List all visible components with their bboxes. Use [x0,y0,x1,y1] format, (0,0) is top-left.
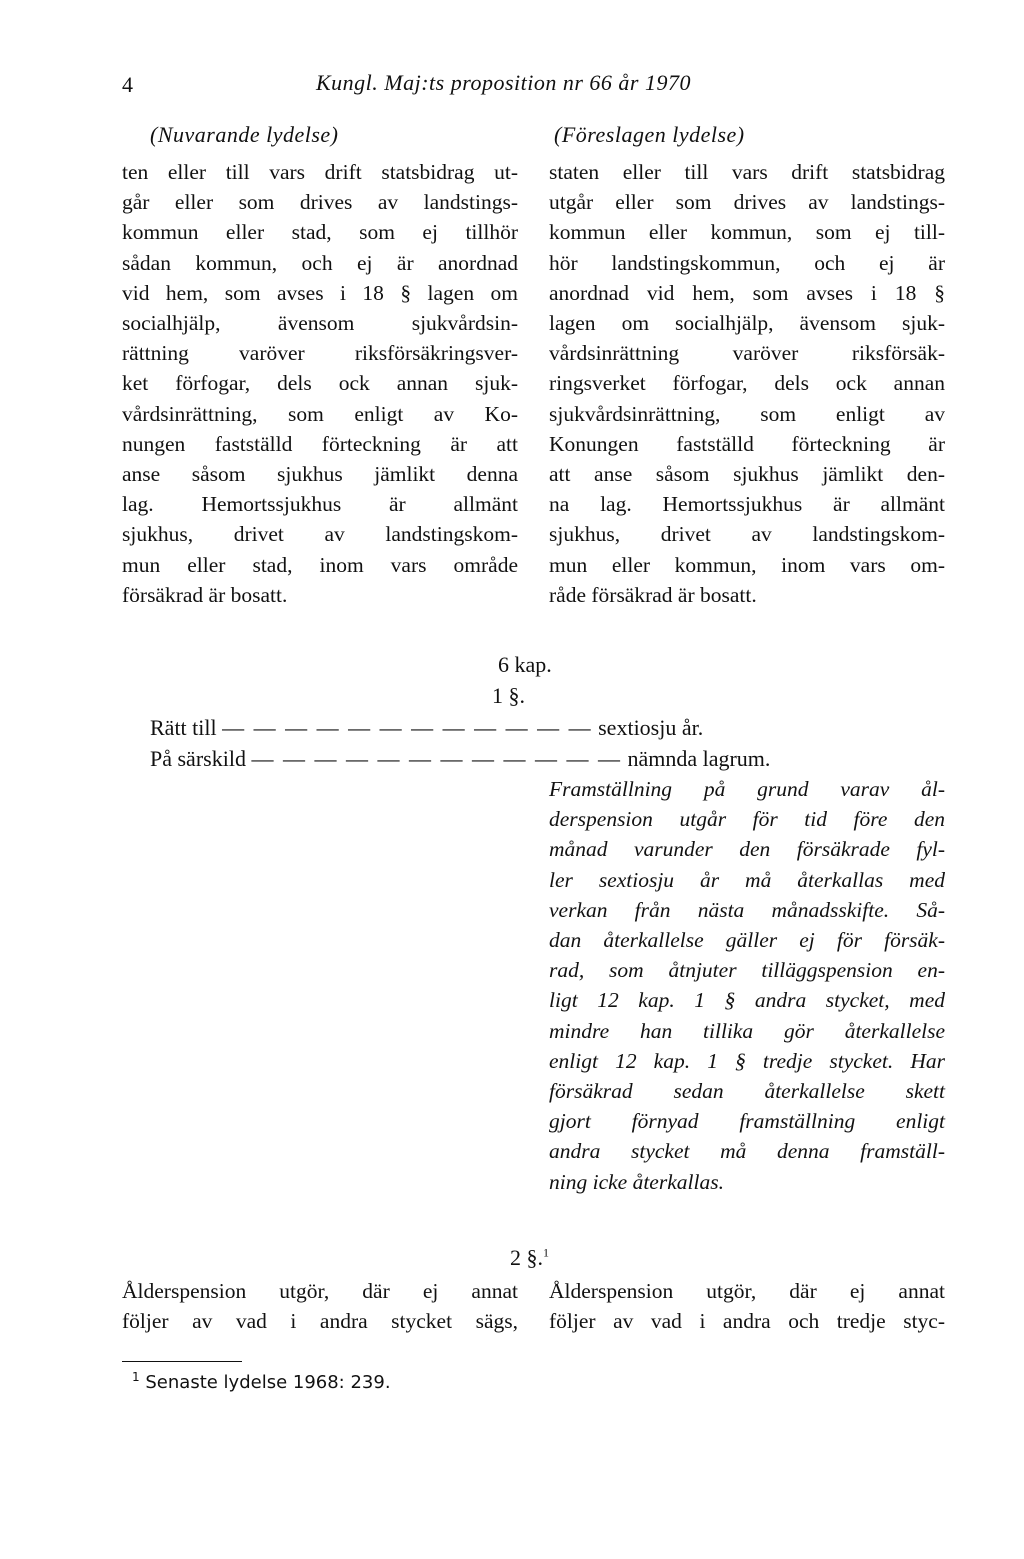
section-2-proposed-wording [549,1276,945,1336]
text-line: ten eller till vars drift statsbidrag ut- [122,160,518,184]
text-line: staten eller till vars drift statsbidrag [549,160,945,184]
text-line: följer av vad i andra och tredje styc- [549,1309,945,1334]
right-column-heading: (Föreslagen lydelse) [554,122,745,147]
proposed-italic-paragraph [549,774,945,1197]
footnote-rule [122,1361,242,1362]
text-line: utgår eller som drives av landstings- [549,190,945,215]
text-line: lag. Hemortssjukhus är allmänt [122,492,518,517]
omission-dashes: — — — — — — — — — — — — [222,715,593,740]
text-line: månad varunder den försäkrade fyl- [549,837,945,862]
text-line: sjukhus, drivet av landstingskom- [549,522,945,547]
text-line: Ålderspension utgör, där ej annat [549,1279,945,1303]
text-line: sjukvårdsinrättning, som enligt av [549,401,945,426]
footnote-marker: 1 [543,1245,549,1260]
text-line: ning icke återkallas. [549,1169,724,1194]
text-line: derspension utgår för tid före den [549,807,945,832]
text-line: socialhjälp, ävensom sjukvårdsin- [122,311,518,336]
left-column-heading: (Nuvarande lydelse) [150,122,339,147]
text-line: gjort förnyad framställning enligt [549,1109,945,1134]
text-line: vid hem, som avses i 18 § lagen om [122,280,518,305]
text-line: mindre han tillika gör återkallelse [549,1018,945,1043]
text-line: rättning varöver riksförsäkringsver- [122,341,518,366]
text-line: försäkrad är bosatt. [122,582,288,607]
text-line: andra stycket må denna framställ- [549,1139,945,1164]
footnote [132,1370,391,1393]
text-line: na lag. Hemortssjukhus är allmänt [549,492,945,517]
text-line: rad, som åtnjuter tilläggspension en- [549,958,945,983]
text-line: anordnad vid hem, som avses i 18 § [549,280,945,305]
text-line: kommun eller kommun, som ej till- [549,220,945,245]
text-line: verkan från nästa månadsskifte. Så- [549,897,945,922]
text-line: dan återkallelse gäller ej för försäk- [549,928,945,953]
text-line: råde försäkrad är bosatt. [549,582,757,607]
text-line: kommun eller stad, som ej tillhör [122,220,518,245]
footnote-number: 1 [132,1370,140,1384]
section-label: 1 §. [492,683,525,708]
footnote-text: Senaste lydelse 1968: 239. [145,1372,391,1393]
text-line: sådan kommun, och ej är anordnad [122,250,518,275]
text-line: mun eller stad, inom vars område [122,552,518,577]
text-line: Framställning på grund varav ål- [549,777,945,801]
omitted-text-line [150,715,703,741]
text-line: ket förfogar, dels ock annan sjuk- [122,371,518,396]
text-line: ler sextiosju år må återkallas med [549,867,945,892]
omitted-line-start: På särskild [150,746,246,771]
running-title: Kungl. Maj:ts proposition nr 66 år 1970 [316,70,691,95]
section-2-current-wording [122,1276,518,1336]
text-line: mun eller kommun, inom vars om- [549,552,945,577]
text-line: Konungen fastställd förteckning är [549,431,945,456]
omitted-line-end: nämnda lagrum. [627,746,771,771]
text-line: hör landstingskommun, och ej är [549,250,945,275]
text-line: anse såsom sjukhus jämlikt denna [122,462,518,487]
text-line: att anse såsom sjukhus jämlikt den- [549,462,945,487]
omission-dashes: — — — — — — — — — — — — [251,746,622,771]
text-line: nungen fastställd förteckning är att [122,431,518,456]
omitted-text-line [150,746,770,772]
text-line: lagen om socialhjälp, ävensom sjuk- [549,311,945,336]
chapter-label: 6 kap. [498,652,552,677]
text-line: försäkrad sedan återkallelse skett [549,1079,945,1104]
text-line: Ålderspension utgör, där ej annat [122,1279,518,1303]
text-line: ringsverket förfogar, dels ock annan [549,371,945,396]
section-2-text: 2 §. [510,1245,543,1270]
page-number: 4 [122,72,133,97]
proposed-wording-column [549,157,945,610]
current-wording-column [122,157,518,610]
omitted-line-start: Rätt till [150,715,217,740]
text-line: vårdsinrättning, som enligt av Ko- [122,401,518,426]
text-line: går eller som drives av landstings- [122,190,518,215]
omitted-line-end: sextiosju år. [598,715,704,740]
text-line: vårdsinrättning varöver riksförsäk- [549,341,945,366]
text-line: sjukhus, drivet av landstingskom- [122,522,518,547]
section-2-label [510,1245,549,1271]
text-line: ligt 12 kap. 1 § andra stycket, med [549,988,945,1013]
text-line: följer av vad i andra stycket sägs, [122,1309,518,1334]
text-line: enligt 12 kap. 1 § tredje stycket. Har [549,1048,945,1073]
